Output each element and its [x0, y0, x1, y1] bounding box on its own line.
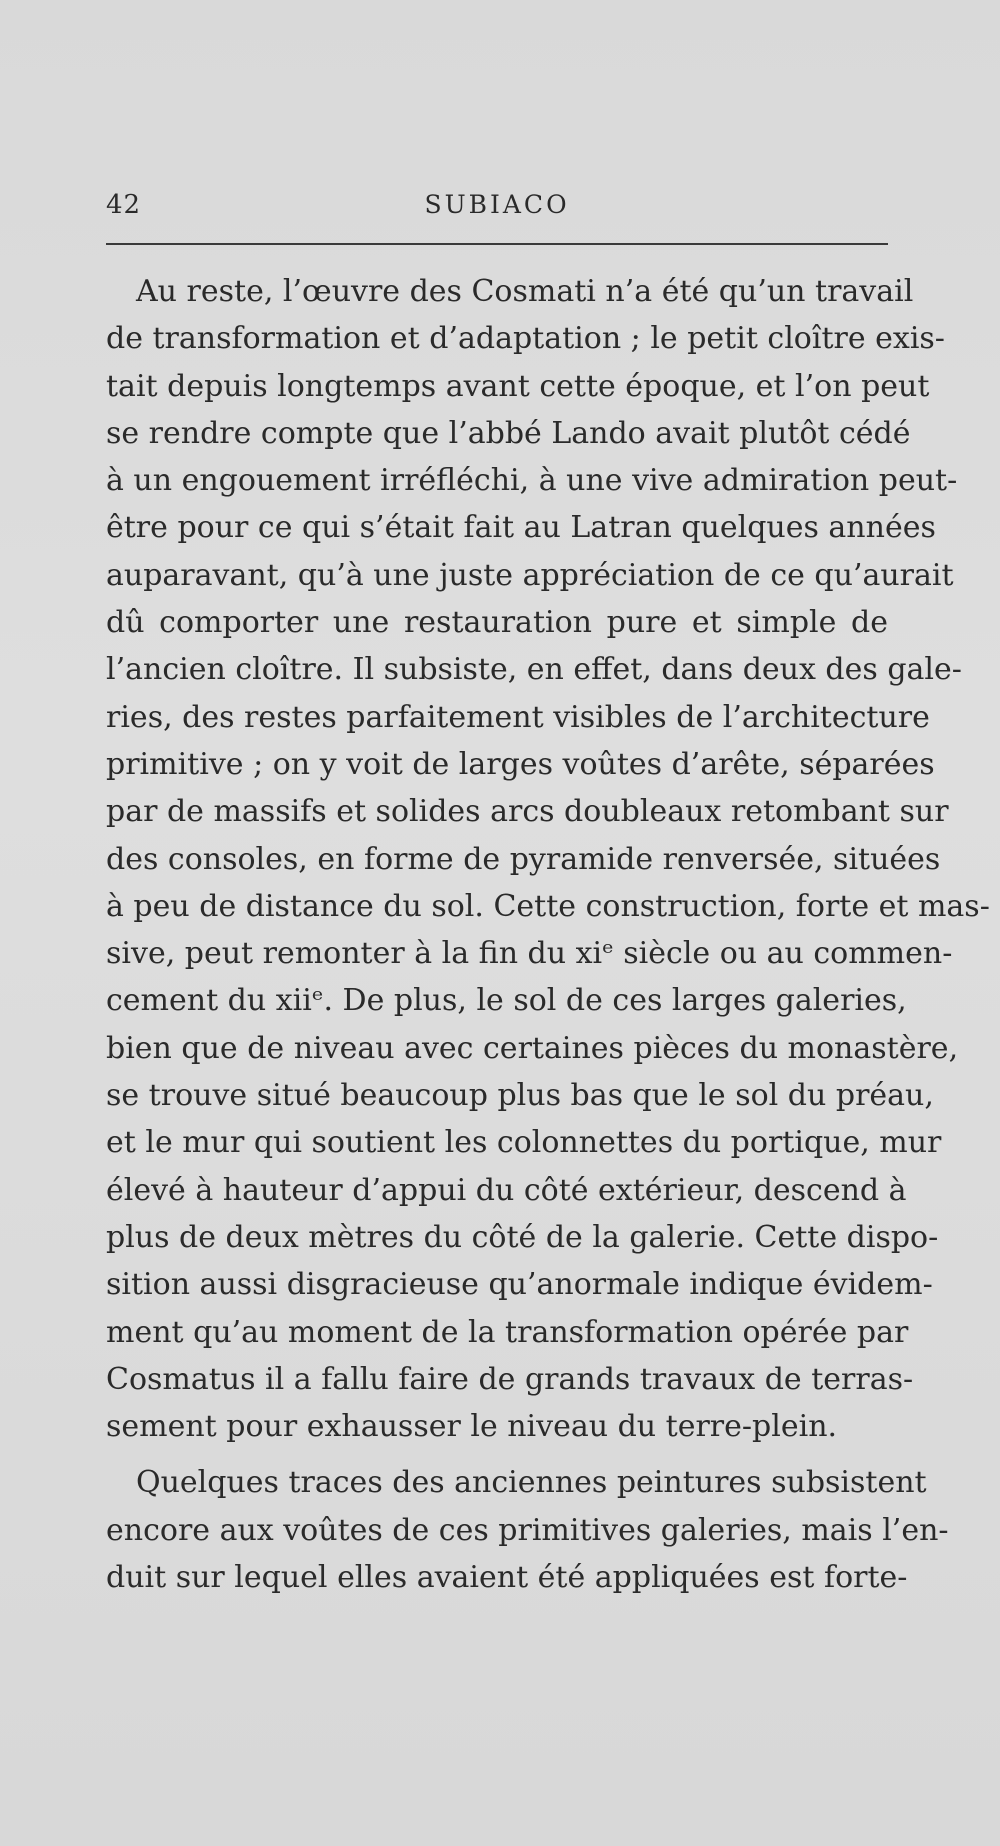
text-line: se trouve situé beaucoup plus bas que le sol du préau,	[106, 1078, 934, 1114]
text-line: l’ancien cloître. Il subsiste, en effet, dans deux des gale-	[106, 652, 962, 688]
text-line: être pour ce qui s’était fait au Latran quelques années	[106, 510, 936, 546]
text-line: primitive ; on y voit de larges voûtes d’arête, séparées	[106, 746, 935, 782]
paragraph-1	[106, 268, 990, 1450]
header-rule	[106, 243, 888, 245]
text-line: ries, des restes parfaitement visibles de l’architecture	[106, 699, 930, 735]
paragraph-2	[106, 1459, 949, 1601]
text-line: sive, peut remonter à la fin du xiᵉ siècle ou au commen-	[106, 936, 953, 972]
text-line: dû comporter une restauration pure et simple de	[106, 605, 888, 641]
text-line: duit sur lequel elles avaient été appliquées est forte-	[106, 1560, 908, 1596]
text-line: par de massifs et solides arcs doubleaux retombant sur	[106, 794, 949, 830]
text-line: cement du xiiᵉ. De plus, le sol de ces larges galeries,	[106, 983, 907, 1019]
text-line: Quelques traces des anciennes peintures subsistent	[136, 1465, 927, 1501]
text-line: auparavant, qu’à une juste appréciation de ce qu’aurait	[106, 557, 954, 593]
text-line: des consoles, en forme de pyramide renversée, situées	[106, 841, 941, 877]
text-line: ment qu’au moment de la transformation opérée par	[106, 1314, 909, 1350]
running-head	[106, 190, 888, 230]
text-line: sition aussi disgracieuse qu’anormale indique évidem-	[106, 1267, 933, 1303]
text-line: tait depuis longtemps avant cette époque, et l’on peut	[106, 368, 930, 404]
text-line: de transformation et d’adaptation ; le petit cloître exis-	[106, 321, 945, 357]
text-line: Cosmatus il a fallu faire de grands travaux de terras-	[106, 1361, 914, 1397]
text-line: sement pour exhausser le niveau du terre-plein.	[106, 1409, 838, 1445]
text-line: élevé à hauteur d’appui du côté extérieur, descend à	[106, 1172, 907, 1208]
text-line: bien que de niveau avec certaines pièces du monastère,	[106, 1030, 959, 1066]
body-text	[106, 268, 990, 1601]
text-line: encore aux voûtes de ces primitives galeries, mais l’en-	[106, 1512, 949, 1548]
text-line: se rendre compte que l’abbé Lando avait plutôt cédé	[106, 415, 911, 451]
running-title: SUBIACO	[424, 190, 570, 219]
paragraph-gap	[106, 1450, 888, 1459]
text-line: Au reste, l’œuvre des Cosmati n’a été qu’un travail	[136, 274, 914, 309]
text-line: à peu de distance du sol. Cette construction, forte et mas-	[106, 888, 990, 924]
page-number: 42	[106, 190, 142, 220]
text-line: à un engouement irréfléchi, à une vive admiration peut-	[106, 463, 958, 499]
text-line: et le mur qui soutient les colonnettes du portique, mur	[106, 1125, 942, 1161]
text-line: plus de deux mètres du côté de la galerie. Cette dispo-	[106, 1219, 939, 1255]
